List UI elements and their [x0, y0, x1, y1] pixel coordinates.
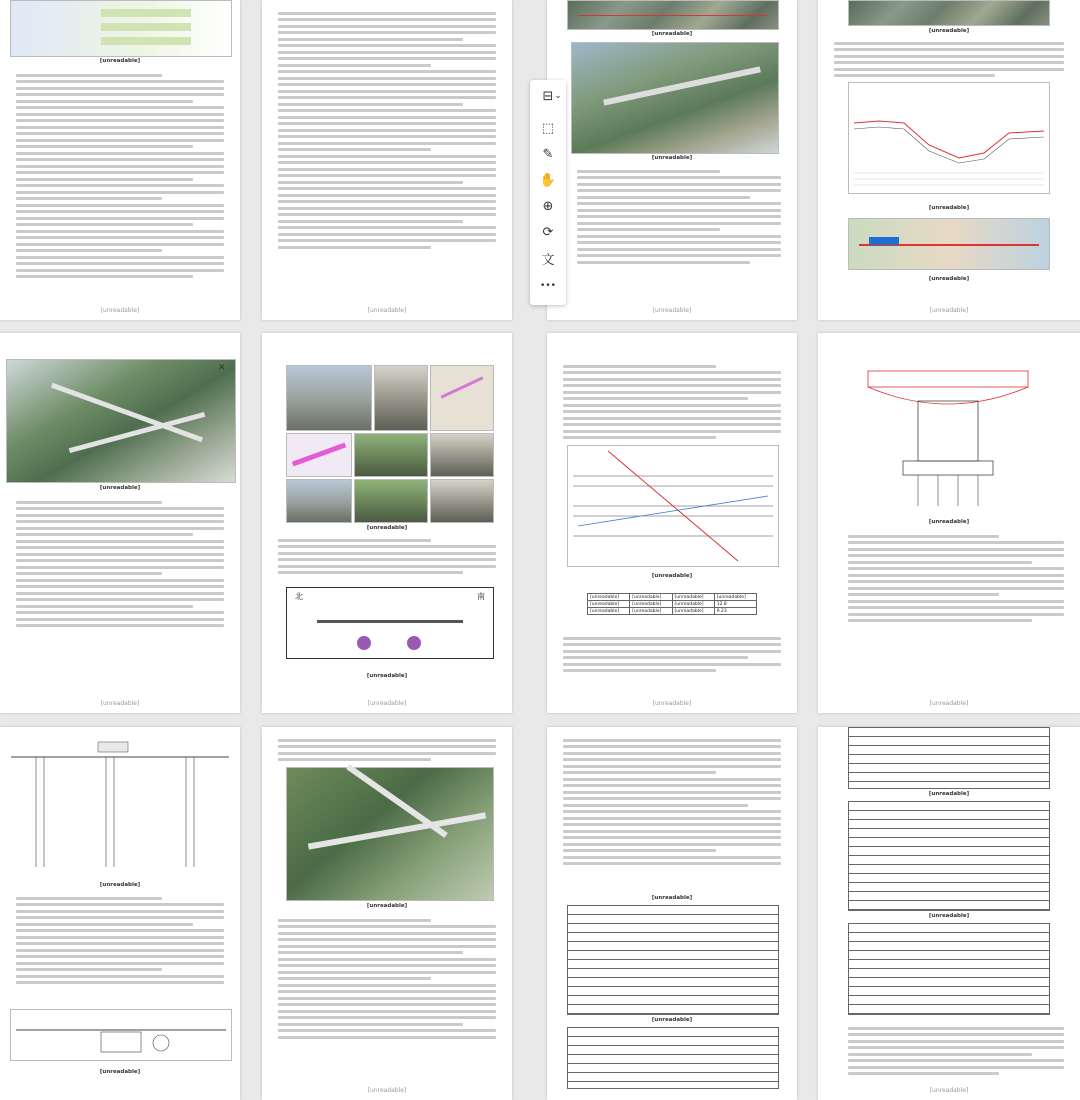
figure-caption: [unreadable]	[928, 205, 970, 211]
figure-caption: [unreadable]	[99, 485, 141, 491]
south-label: 南	[477, 592, 485, 601]
viewer-toolbar	[530, 80, 566, 305]
body-text	[577, 166, 781, 267]
data-table	[587, 593, 757, 615]
table-row: [unreadable] [unreadable] [unreadable] 9.23	[588, 608, 757, 615]
figure-caption: [unreadable]	[928, 276, 970, 282]
figure-caption: [unreadable]	[928, 28, 970, 34]
site-photo	[354, 433, 428, 477]
document-page-5	[0, 333, 240, 713]
document-page-9	[0, 727, 240, 1100]
aerial-render-image	[286, 767, 494, 901]
compass-icon: ✕	[218, 363, 226, 373]
aerial-render-image	[6, 359, 236, 483]
document-page-3	[547, 0, 797, 320]
edit-icon[interactable]: ✎	[542, 146, 554, 162]
figure-caption: [unreadable]	[99, 1069, 141, 1075]
figure-caption: [unreadable]	[651, 31, 693, 37]
table-row: [unreadable] [unreadable] [unreadable] 12.8	[588, 601, 757, 608]
table-header: [unreadable]	[672, 594, 714, 601]
chevron-down-icon[interactable]: ⌄	[554, 91, 562, 101]
satellite-image	[848, 0, 1050, 26]
page-number: [unreadable]	[929, 307, 969, 314]
translate-icon[interactable]: 文	[541, 252, 555, 268]
page-number: [unreadable]	[929, 1087, 969, 1094]
page-number: [unreadable]	[367, 307, 407, 314]
figure-caption: [unreadable]	[928, 791, 970, 797]
more-icon[interactable]: •••	[540, 281, 556, 291]
rotate-icon[interactable]: ⟳	[542, 224, 554, 240]
page-number: [unreadable]	[367, 700, 407, 707]
body-text	[16, 893, 224, 988]
body-text	[563, 633, 781, 676]
body-text	[278, 915, 496, 1042]
figure-caption: [unreadable]	[928, 913, 970, 919]
railway-plan-drawing	[567, 445, 779, 567]
figure-caption: [unreadable]	[928, 519, 970, 525]
north-label: 北	[295, 592, 303, 601]
hand-icon[interactable]: ✋	[539, 172, 557, 188]
page-number: [unreadable]	[100, 700, 140, 707]
data-table	[848, 727, 1050, 789]
figure-caption: [unreadable]	[366, 673, 408, 679]
document-page-8	[818, 333, 1080, 713]
profile-drawing	[848, 82, 1050, 194]
figure-caption: [unreadable]	[366, 903, 408, 909]
aerial-render-image	[571, 42, 779, 154]
sidebar-icon[interactable]: ⊟	[542, 88, 554, 104]
longitudinal-profile	[10, 1009, 232, 1061]
data-table	[567, 905, 779, 1015]
body-text	[848, 531, 1064, 626]
figure-caption: [unreadable]	[366, 525, 408, 531]
body-text	[16, 70, 224, 282]
document-page-7	[547, 333, 797, 713]
page-number: [unreadable]	[929, 700, 969, 707]
site-photo	[354, 479, 428, 523]
document-page-10	[262, 727, 512, 1100]
data-table	[848, 801, 1050, 911]
data-table	[567, 1027, 779, 1089]
page-number: [unreadable]	[652, 700, 692, 707]
table-header: [unreadable]	[630, 594, 672, 601]
body-text	[278, 8, 496, 252]
plan-map	[286, 433, 352, 477]
site-map	[430, 365, 494, 431]
data-table	[848, 923, 1050, 1015]
cross-section-drawing	[286, 587, 494, 659]
figure-caption: [unreadable]	[651, 1017, 693, 1023]
document-page-2	[262, 0, 512, 320]
document-page-4	[818, 0, 1080, 320]
elevation-drawing	[6, 737, 234, 877]
body-text	[278, 535, 496, 578]
page-number: [unreadable]	[100, 307, 140, 314]
table-header: [unreadable]	[714, 594, 756, 601]
document-page-6	[262, 333, 512, 713]
document-page-12	[818, 727, 1080, 1100]
body-text	[16, 497, 224, 631]
page-number: [unreadable]	[367, 1087, 407, 1094]
bridge-section-drawing	[848, 361, 1048, 511]
body-text	[563, 361, 781, 443]
select-icon[interactable]: ⬚	[541, 120, 555, 136]
site-photo	[430, 479, 494, 523]
document-page-11	[547, 727, 797, 1100]
figure-caption: [unreadable]	[651, 895, 693, 901]
zoom-in-icon[interactable]: ⊕	[542, 198, 554, 214]
body-text	[848, 1023, 1064, 1079]
satellite-image	[567, 0, 779, 30]
site-photo	[286, 479, 352, 523]
body-text	[278, 735, 496, 765]
flowchart-diagram	[10, 0, 232, 57]
figure-caption: [unreadable]	[651, 155, 693, 161]
site-photo	[430, 433, 494, 477]
document-page-1	[0, 0, 240, 320]
site-photo	[286, 365, 372, 431]
profile-line-chart	[849, 83, 1049, 193]
body-text	[834, 38, 1064, 81]
map-image	[848, 218, 1050, 270]
page-number: [unreadable]	[652, 307, 692, 314]
figure-caption: [unreadable]	[99, 58, 141, 64]
figure-caption: [unreadable]	[651, 573, 693, 579]
table-header: [unreadable]	[588, 594, 630, 601]
site-photo	[374, 365, 428, 431]
figure-caption: [unreadable]	[99, 882, 141, 888]
body-text	[563, 735, 781, 869]
